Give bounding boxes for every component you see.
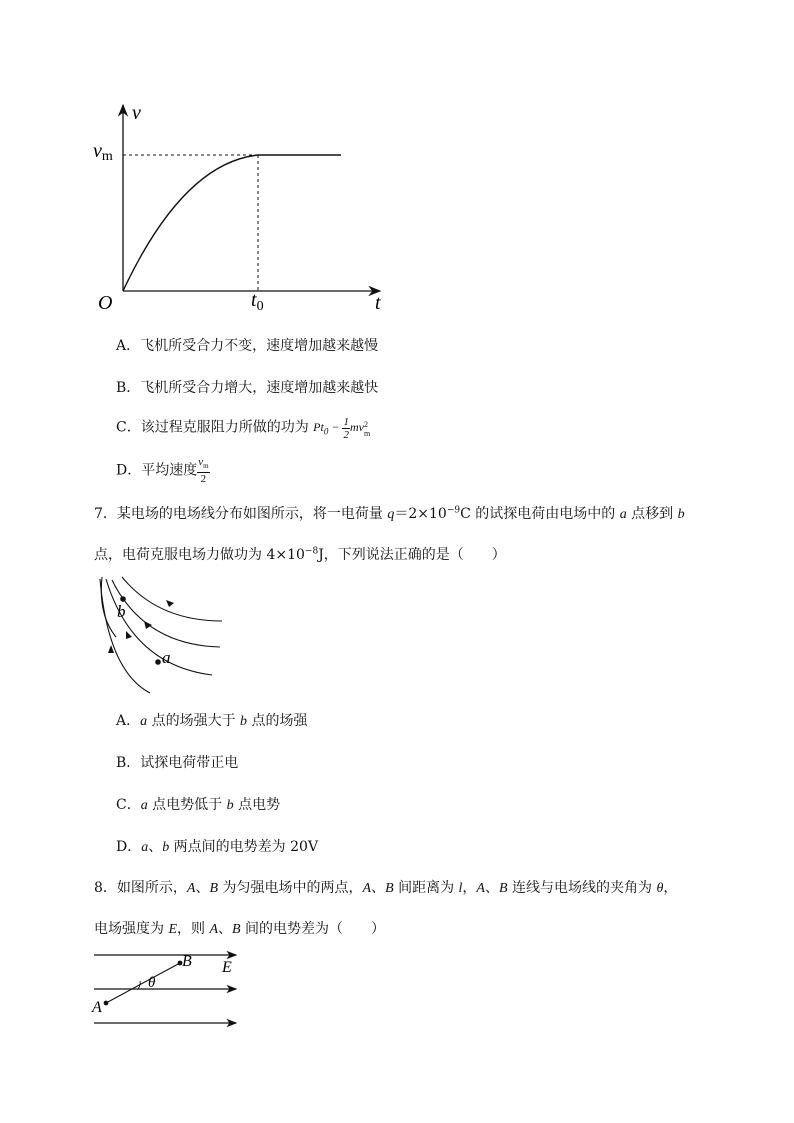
point-a [155, 659, 161, 665]
uniform-field-figure [88, 948, 248, 1033]
q7-option-d[interactable]: D．a、b 两点间的电势差为 20V [116, 839, 319, 855]
q8-stem-line1: 8．如图所示，A、B 为匀强电场中的两点，A、B 间距离为 l，A、B 连线与电场线的夹角为 θ， [94, 880, 678, 896]
q8-stem-line2: 电场强度为 E，则 A、B 间的电势差为（ ） [94, 921, 386, 937]
q6-option-c-text: C．该过程克服阻力所做的功为 [116, 419, 309, 436]
point-a-label: a [162, 648, 171, 667]
q6-option-c[interactable] [116, 416, 370, 441]
q6-option-b[interactable]: B．飞机所受合力增大，速度增加越来越快 [116, 380, 379, 396]
arrowhead-2 [144, 621, 152, 629]
q7-stem-line1: 7．某电场的电场线分布如图所示，将一电荷量 $q=2\times 10^{-9}C$ 的试探电荷由电场中的 a 点移到 b [94, 505, 685, 522]
point-A-label: A [92, 999, 102, 1016]
electric-field-lines-figure [88, 575, 238, 700]
q7-option-c[interactable]: C．a 点电势低于 b 点电势 [116, 797, 281, 813]
velocity-time-graph [88, 95, 398, 320]
vm-label: vm [93, 140, 113, 164]
point-b [120, 596, 126, 602]
theta-label: θ [148, 975, 156, 991]
q7-option-b[interactable]: B．试探电荷带正电 [116, 755, 239, 771]
q6-option-c-formula: $Pt_0$ − $\frac{1}{2}$ mv 2 m [313, 416, 371, 441]
point-B-label: B [182, 953, 192, 970]
field-E-label: E [222, 959, 232, 976]
segment-ab [106, 963, 180, 1003]
t0-label: $t_0$ [251, 289, 264, 314]
point-A [104, 1001, 109, 1006]
origin-label: O [98, 292, 113, 314]
q6-option-d[interactable] [116, 456, 210, 485]
q6-option-a[interactable]: A．飞机所受合力不变，速度增加越来越慢 [116, 338, 379, 354]
arrowhead-3 [126, 631, 132, 639]
q6-option-d-formula: $\frac{v_m}{2}$ [198, 456, 209, 486]
velocity-curve [123, 155, 258, 291]
q6-option-d-text: D．平均速度 [116, 462, 198, 479]
x-axis-label: t [375, 292, 381, 314]
arrowhead-1 [166, 600, 174, 607]
q7-stem-line2: 点，电荷克服电场力做功为 $4\times 10^{-8}J$，下列说法正确的是（ ） [94, 546, 506, 563]
y-axis-label: v [132, 102, 141, 124]
q7-option-a[interactable]: A．a 点的场强大于 b 点的场强 [116, 713, 308, 729]
field-line-5 [100, 579, 150, 693]
point-b-label: b [117, 602, 126, 621]
